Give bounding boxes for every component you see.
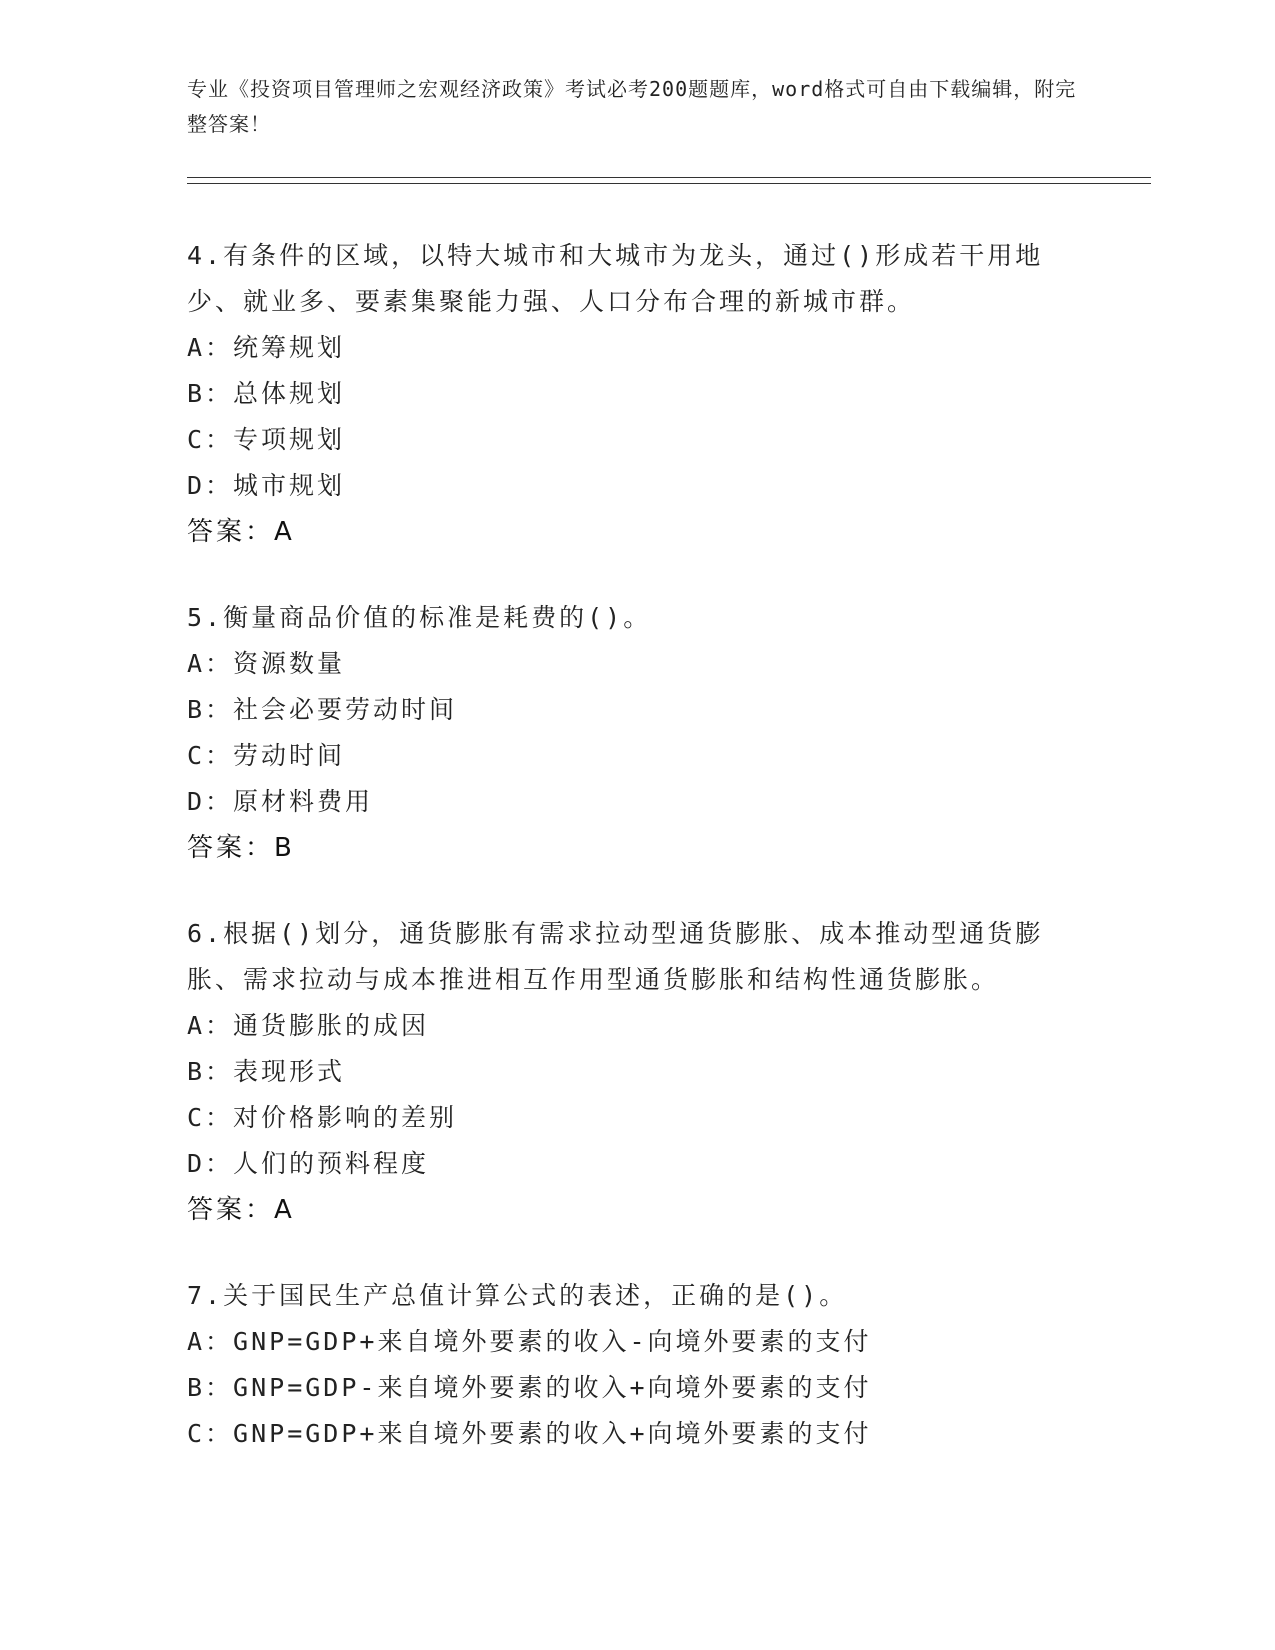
question-7 (187, 1273, 1087, 1457)
question-4 (187, 233, 1087, 555)
option-d: D：原材料费用 (187, 787, 374, 816)
option-c: C：劳动时间 (187, 741, 346, 770)
option-c: C：专项规划 (187, 425, 346, 454)
question-stem: 7.关于国民生产总值计算公式的表述，正确的是()。 (187, 1281, 848, 1310)
option-c: C：GNP=GDP+来自境外要素的收入+向境外要素的支付 (187, 1419, 872, 1448)
question-5 (187, 595, 1087, 871)
document-header: 专业《投资项目管理师之宏观经济政策》考试必考200题题库，word格式可自由下载编辑，附完整答案！ (187, 77, 1077, 136)
answer: 答案：A (187, 1195, 295, 1225)
question-6 (187, 911, 1087, 1233)
question-stem: 4.有条件的区域，以特大城市和大城市为龙头，通过()形成若干用地少、就业多、要素集聚能力强、人口分布合理的新城市群。 (187, 241, 1044, 316)
answer: 答案：B (187, 833, 295, 863)
header-rule-top (187, 177, 1151, 178)
option-a: A：资源数量 (187, 649, 346, 678)
option-b: B：表现形式 (187, 1057, 346, 1086)
option-b: B：社会必要劳动时间 (187, 695, 458, 724)
question-stem: 5.衡量商品价值的标准是耗费的()。 (187, 603, 652, 632)
option-d: D：城市规划 (187, 471, 346, 500)
option-b: B：GNP=GDP-来自境外要素的收入+向境外要素的支付 (187, 1373, 872, 1402)
header-rule-bottom (187, 183, 1151, 184)
option-a: A：GNP=GDP+来自境外要素的收入-向境外要素的支付 (187, 1327, 872, 1356)
answer: 答案：A (187, 517, 295, 547)
option-c: C：对价格影响的差别 (187, 1103, 458, 1132)
option-b: B：总体规划 (187, 379, 346, 408)
option-a: A：通货膨胀的成因 (187, 1011, 430, 1040)
question-list (187, 233, 1087, 1497)
question-stem: 6.根据()划分，通货膨胀有需求拉动型通货膨胀、成本推动型通货膨胀、需求拉动与成本推进相互作用型通货膨胀和结构性通货膨胀。 (187, 919, 1044, 994)
option-d: D：人们的预料程度 (187, 1149, 430, 1178)
option-a: A：统筹规划 (187, 333, 346, 362)
